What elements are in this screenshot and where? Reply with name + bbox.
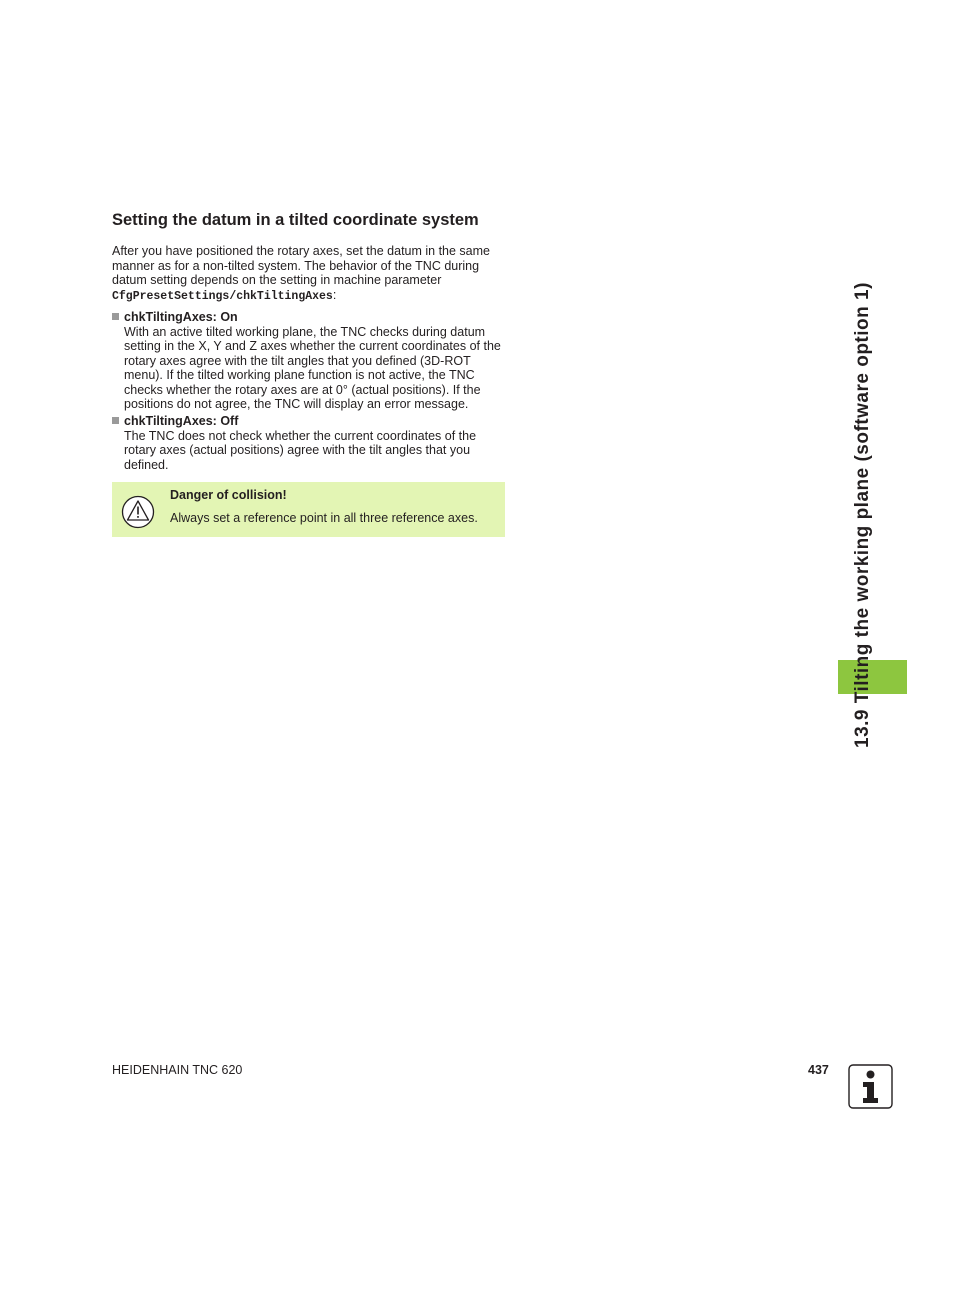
param-line: setting in the X, Y and Z axes whether the current coordinates of the [124,339,501,353]
param-line: rotary axes agree with the tilt angles that you defined (3D-ROT [124,353,471,368]
footer-product-name: HEIDENHAIN TNC 620 [112,1063,243,1077]
warning-triangle-icon [121,495,155,529]
param-title: chkTiltingAxes: Off [124,414,239,428]
chapter-title-vertical: 13.9 Tilting the working plane (software option 1) [852,282,873,748]
collision-warning-box [112,482,505,537]
param-line: defined. [124,457,169,472]
param-title: chkTiltingAxes: On [124,310,238,324]
param-line: menu). If the tilted working plane function is not active, the TNC [124,368,475,382]
param-line: The TNC does not check whether the current coordinates of the [124,428,477,443]
param-item-off [112,414,512,472]
param-item-on [112,310,512,412]
intro-paragraph [112,244,512,304]
param-line: rotary axes (actual positions) agree with the tilt angles that you [124,443,471,457]
intro-line: After you have positioned the rotary axes, set the datum in the same [112,244,490,258]
param-description [112,325,512,412]
machine-parameter-name: CfgPresetSettings/chkTiltingAxes [112,289,333,303]
bullet-square-icon [112,417,119,424]
intro-param-line [112,288,512,305]
page-number: 437 [808,1063,829,1077]
param-line: With an active tilted working plane, the TNC checks during datum [124,324,486,339]
warning-title: Danger of collision! [170,488,287,502]
intro-line: manner as for a non-tilted system. The behavior of the TNC during [112,258,480,273]
info-icon [848,1064,893,1109]
param-line: checks whether the rotary axes are at 0° (actual positions). If the [124,382,481,397]
param-description [112,429,512,473]
param-line: positions do not agree, the TNC will display an error message. [124,397,469,411]
intro-line: datum setting depends on the setting in machine parameter [112,273,442,287]
intro-param-suffix: : [332,287,337,302]
bullet-square-icon [112,313,119,320]
section-heading: Setting the datum in a tilted coordinate system [112,211,479,229]
warning-text: Always set a reference point in all three reference axes. [170,511,478,525]
